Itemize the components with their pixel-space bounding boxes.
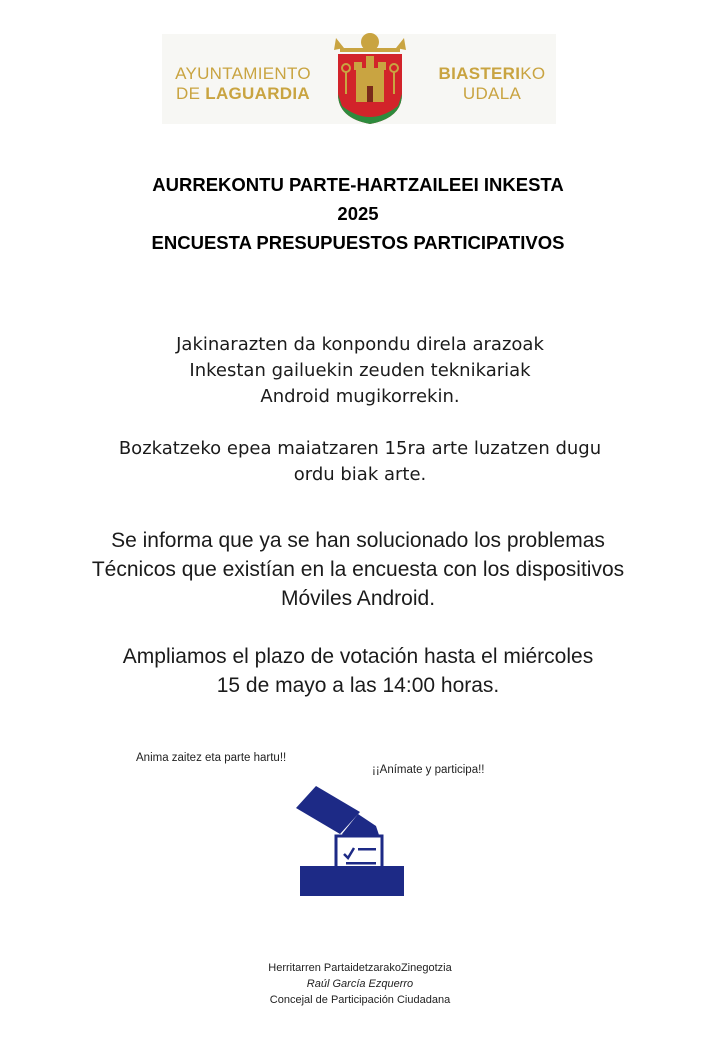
notice-eu-line: Jakinarazten da konpondu direla arazoak [176, 334, 544, 355]
org-es-line2: DE LAGUARDIA [176, 84, 310, 103]
title-spanish: ENCUESTA PRESUPUESTOS PARTICIPATIVOS [151, 232, 565, 253]
notice-es-line: Móviles Android. [280, 587, 436, 610]
signature-block [210, 960, 510, 1008]
signature-name: Raúl García Ezquerro [306, 978, 414, 990]
notice-eu-line: Android mugikorrekin. [260, 386, 460, 407]
title-year: 2025 [337, 203, 379, 224]
signature-title: Concejal de Participación Ciudadana [269, 994, 451, 1006]
signature-department: Herritarren PartaidetzarakoZinegotzia [268, 962, 452, 974]
notice-spanish [0, 526, 716, 700]
notice-eu-line: Bozkatzeko epea maiatzaren 15ra arte luzatzen dugu [118, 438, 602, 459]
coat-of-arms-icon [328, 32, 412, 126]
call-to-action-spanish: ¡¡Anímate y participa!! [372, 764, 485, 776]
org-name-basque [432, 64, 552, 104]
org-name-spanish [168, 64, 318, 104]
org-eu-line2: UDALA [462, 84, 522, 103]
org-eu-line1: BIASTERIKO [438, 64, 546, 83]
document-title [0, 170, 716, 257]
notice-eu-line: ordu biak arte. [293, 464, 427, 485]
org-es-line1: AYUNTAMIENTO [175, 64, 311, 83]
notice-basque [0, 332, 720, 488]
notice-es-line: Técnicos que existían en la encuesta con los dispositivos [91, 558, 625, 581]
title-basque: AURREKONTU PARTE-HARTZAILEEI INKESTA [152, 174, 564, 195]
call-to-action-basque: Anima zaitez eta parte hartu!! [136, 752, 287, 764]
notice-es-line: Ampliamos el plazo de votación hasta el miércoles [122, 645, 594, 668]
hand-casting-ballot-icon [280, 776, 430, 900]
notice-eu-line: Inkestan gailuekin zeuden teknikariak [189, 360, 531, 381]
notice-es-line: Se informa que ya se han solucionado los problemas [111, 529, 605, 552]
notice-es-line: 15 de mayo a las 14:00 horas. [216, 674, 500, 697]
